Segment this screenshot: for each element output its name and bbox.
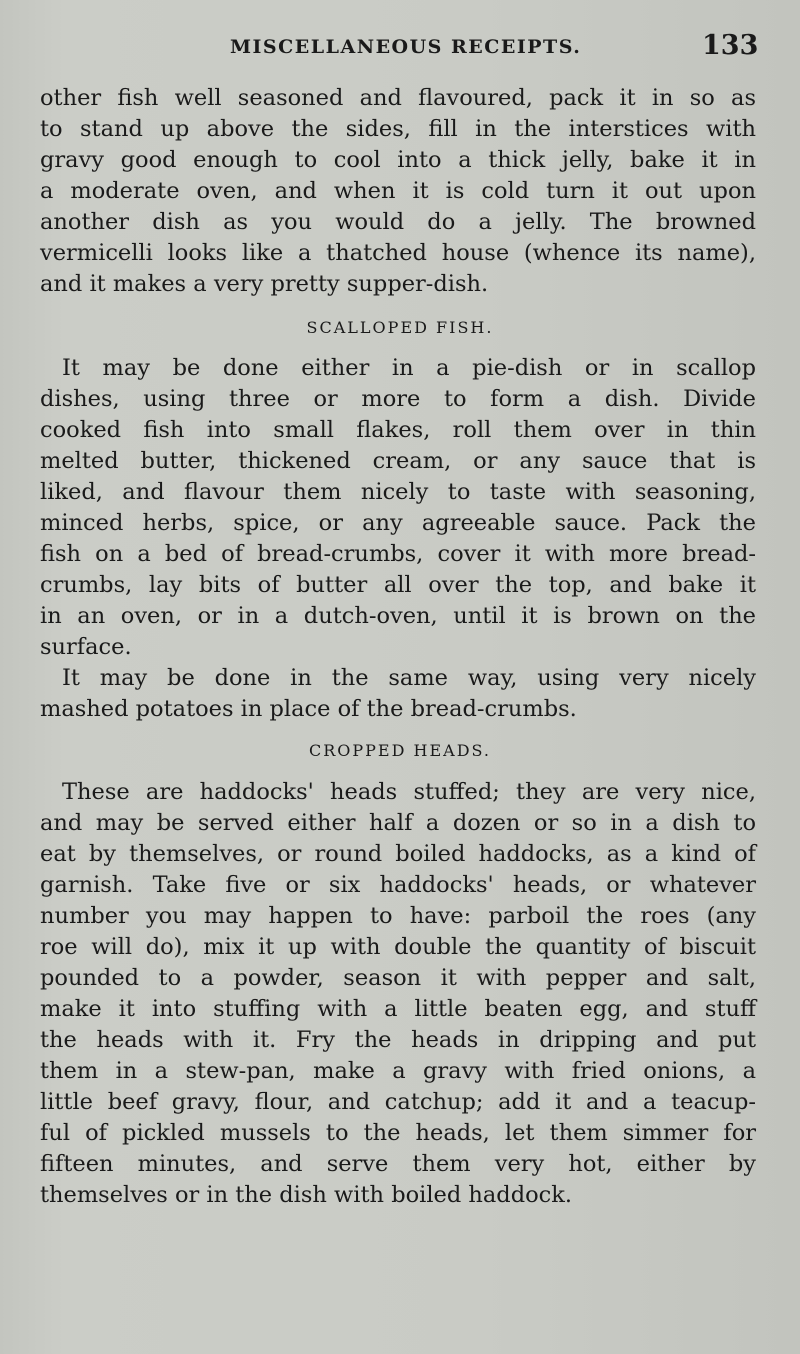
text-line: and it makes a very pretty supper-dish.	[40, 271, 489, 297]
text-line: gravy good enough to cool into a thick jelly, bake it in	[40, 147, 756, 173]
text-line: ful of pickled mussels to the heads, let them simmer for	[40, 1120, 756, 1146]
text-line: These are haddocks' heads stuffed; they are very nice,	[62, 779, 756, 805]
running-title: MISCELLANEOUS RECEIPTS.	[230, 36, 582, 58]
section-heading: SCALLOPED FISH.	[306, 318, 494, 337]
text-line: garnish. Take five or six haddocks' heads, or whatever	[40, 872, 756, 898]
text-line: themselves or in the dish with boiled haddock.	[40, 1182, 573, 1208]
text-line: them in a stew-pan, make a gravy with fried onions, a	[40, 1058, 756, 1084]
text-line: little beef gravy, flour, and catchup; add it and a teacup-	[40, 1089, 756, 1115]
text-line: another dish as you would do a jelly. The browned	[40, 209, 756, 235]
text-line: and may be served either half a dozen or so in a dish to	[40, 810, 756, 836]
text-line: It may be done in the same way, using very nicely	[62, 665, 756, 691]
text-line: a moderate oven, and when it is cold turn it out upon	[40, 178, 756, 204]
text-line: in an oven, or in a dutch-oven, until it is brown on the	[40, 603, 756, 629]
text-line: number you may happen to have: parboil the roes (any	[40, 903, 756, 929]
text-line: It may be done either in a pie-dish or in scallop	[62, 355, 756, 381]
text-line: the heads with it. Fry the heads in dripping and put	[40, 1027, 756, 1053]
text-line: liked, and flavour them nicely to taste with seasoning,	[40, 479, 756, 505]
text-line: vermicelli looks like a thatched house (whence its name),	[40, 240, 756, 266]
text-line: crumbs, lay bits of butter all over the top, and bake it	[40, 572, 756, 598]
section-heading: CROPPED HEADS.	[308, 741, 492, 760]
text-line: minced herbs, spice, or any agreeable sauce. Pack the	[40, 510, 756, 536]
text-line: roe will do), mix it up with double the quantity of biscuit	[40, 934, 756, 960]
page-number: 133	[702, 30, 759, 61]
text-line: cooked fish into small flakes, roll them over in thin	[40, 417, 756, 443]
text-line: mashed potatoes in place of the bread-crumbs.	[40, 696, 577, 722]
text-line: surface.	[40, 634, 132, 660]
text-line: other fish well seasoned and flavoured, pack it in so as	[40, 85, 756, 111]
text-line: to stand up above the sides, fill in the interstices with	[40, 116, 756, 142]
text-line: make it into stuffing with a little beaten egg, and stuff	[40, 996, 756, 1022]
text-line: eat by themselves, or round boiled haddocks, as a kind of	[40, 841, 756, 867]
text-line: dishes, using three or more to form a dish. Divide	[40, 386, 756, 412]
text-line: pounded to a powder, season it with pepper and salt,	[40, 965, 756, 991]
running-head	[0, 30, 800, 64]
text-line: melted butter, thickened cream, or any sauce that is	[40, 448, 756, 474]
text-line: fish on a bed of bread-crumbs, cover it with more bread-	[40, 541, 756, 567]
text-line: fifteen minutes, and serve them very hot, either by	[40, 1151, 756, 1177]
